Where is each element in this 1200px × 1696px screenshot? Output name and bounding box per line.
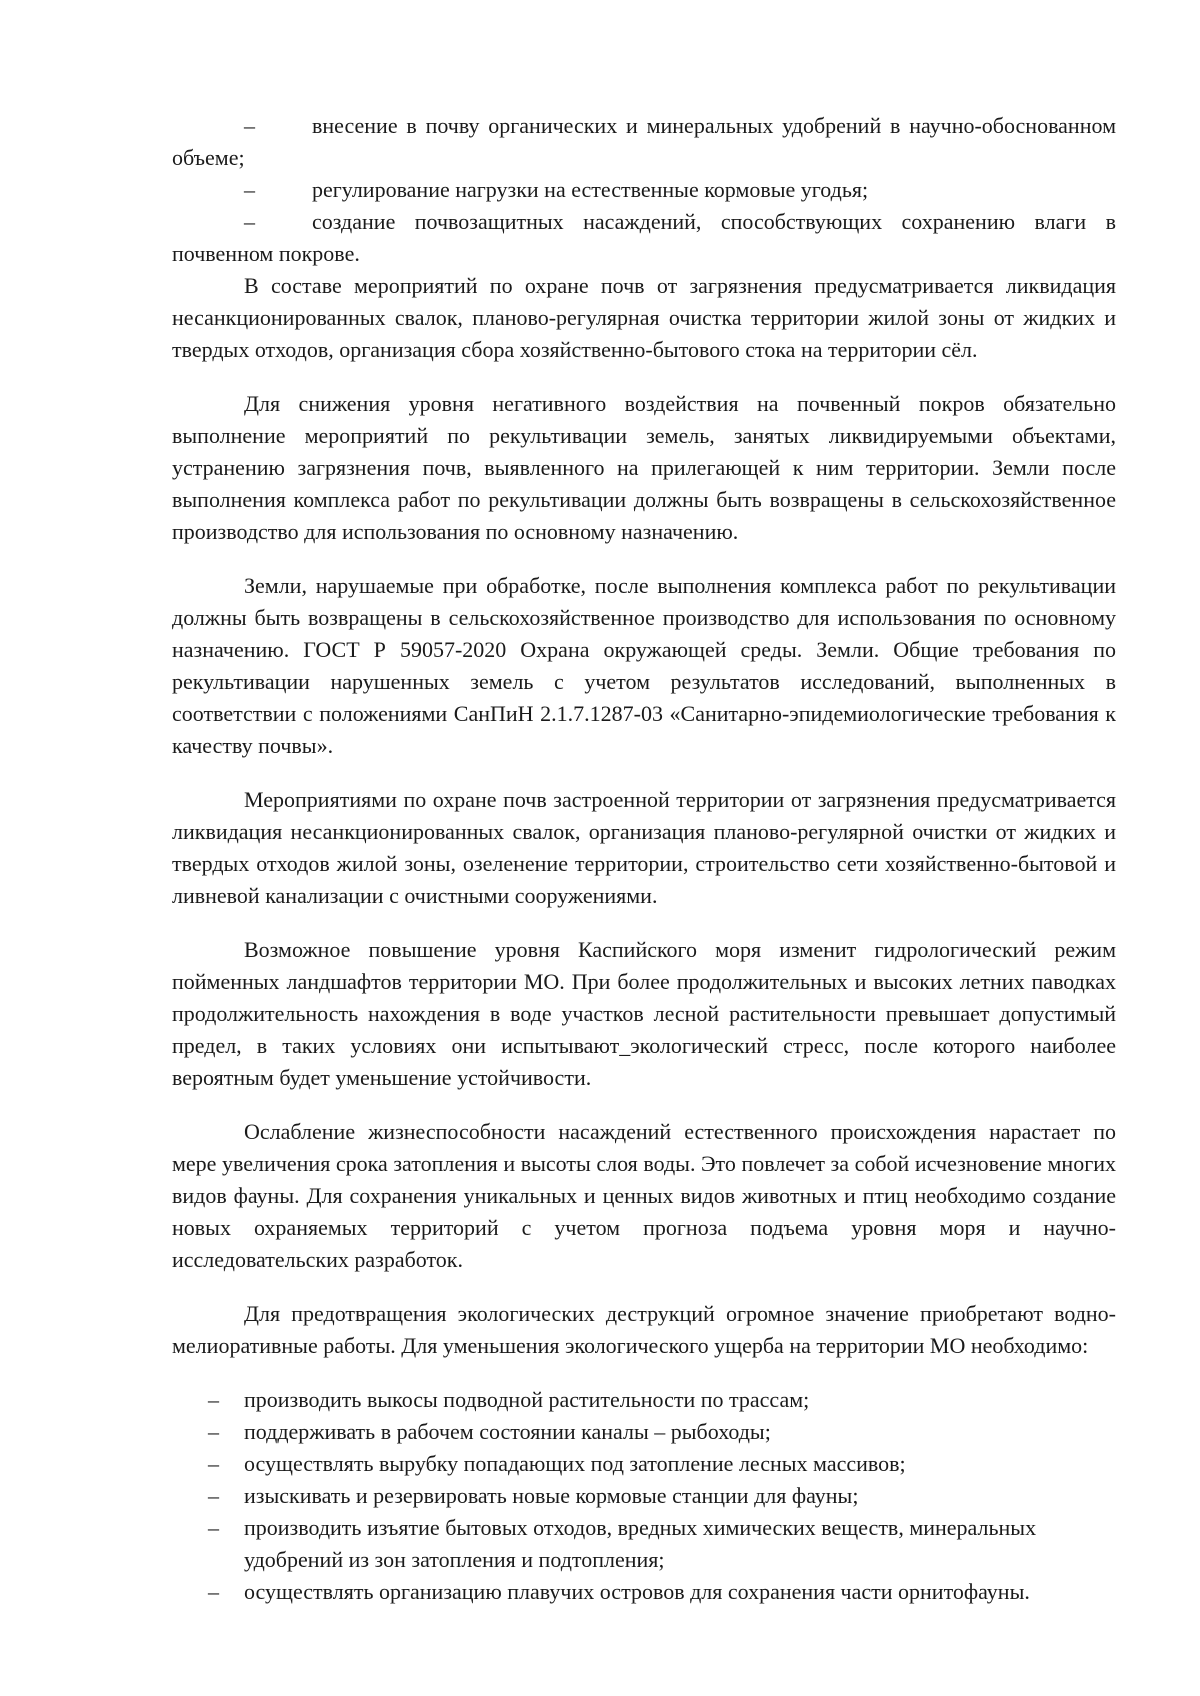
list-item-text: производить изъятие бытовых отходов, вредных химических веществ, минеральных удобрений из зон затопления и подтопления; xyxy=(244,1515,1037,1572)
dash-marker: – xyxy=(208,1387,219,1412)
list-item xyxy=(172,1576,1116,1608)
list-item-text: создание почвозащитных насаждений, способствующих сохранению влаги в почвенном покрове. xyxy=(172,209,1116,266)
bottom-bullet-list xyxy=(172,1384,1116,1608)
paragraph-disturbed-lands: Земли, нарушаемые при обработке, после выполнения комплекса работ по рекультивации должны быть возвращены в сельскохозяйственное производство для использования по основному назначению. ГОСТ Р 59057-2020 Охрана окружающей среды. Земли. Общие требования по рекультивации нарушенных земель с учетом результатов исследований, выполненных в соответствии с положениями СанПиН 2.1.7.1287-03 «Санитарно-эпидемиологические требования к качеству почвы». xyxy=(172,573,1116,758)
list-item xyxy=(172,174,1116,206)
paragraph-reclamation: Для снижения уровня негативного воздействия на почвенный покров обязательно выполнение мероприятий по рекультивации земель, занятых ликвидируемыми объектами, устранению загрязнения почв, выявленного на прилегающей к ним территории. Земли после выполнения комплекса работ по рекультивации должны быть возвращены в сельскохозяйственное производство для использования по основному назначению. xyxy=(172,391,1116,544)
document-body xyxy=(172,110,1116,1608)
dash-marker: – xyxy=(244,113,255,138)
list-item xyxy=(172,110,1116,174)
list-item-text: производить выкосы подводной растительности по трассам; xyxy=(244,1387,810,1412)
list-item-text: изыскивать и резервировать новые кормовые станции для фауны; xyxy=(244,1483,859,1508)
dash-marker: – xyxy=(208,1451,219,1476)
dash-marker: – xyxy=(208,1515,219,1540)
list-item xyxy=(172,1448,1116,1480)
list-item xyxy=(172,1384,1116,1416)
list-item xyxy=(172,1480,1116,1512)
list-item-text: осуществлять вырубку попадающих под затопление лесных массивов; xyxy=(244,1451,906,1476)
dash-marker: – xyxy=(244,209,255,234)
list-item-text: регулирование нагрузки на естественные кормовые угодья; xyxy=(312,177,869,202)
paragraph-built-up-territory: Мероприятиями по охране почв застроенной территории от загрязнения предусматривается ликвидация несанкционированных свалок, организация планово-регулярной очистки от жидких и твердых отходов жилой зоны, озеленение территории, строительство сети хозяйственно-бытовой и ливневой канализации с очистными сооружениями. xyxy=(172,787,1116,908)
list-item xyxy=(172,206,1116,270)
dash-marker: – xyxy=(208,1579,219,1604)
paragraph-soil-pollution: В составе мероприятий по охране почв от загрязнения предусматривается ликвидация несанкционированных свалок, планово-регулярная очистка территории жилой зоны от жидких и твердых отходов, организация сбора хозяйственно-бытового стока на территории сёл. xyxy=(172,273,1116,362)
top-bullet-list xyxy=(172,110,1116,270)
dash-marker: – xyxy=(208,1483,219,1508)
dash-marker: – xyxy=(244,177,255,202)
list-item xyxy=(172,1512,1116,1576)
paragraph-water-melioration: Для предотвращения экологических деструкций огромное значение приобретают водно-мелиоративные работы. Для уменьшения экологического ущерба на территории МО необходимо: xyxy=(172,1301,1116,1358)
list-item xyxy=(172,1416,1116,1448)
paragraph-caspian-sea-level: Возможное повышение уровня Каспийского моря изменит гидрологический режим пойменных ландшафтов территории МО. При более продолжительных и высоких летних паводках продолжительность нахождения в воде участков лесной растительности превышает допустимый предел, в таких условиях они испытывают_экологический стресс, после которого наиболее вероятным будет уменьшение устойчивости. xyxy=(172,937,1116,1090)
list-item-text: поддерживать в рабочем состоянии каналы – рыбоходы; xyxy=(244,1419,771,1444)
list-item-text: осуществлять организацию плавучих островов для сохранения части орнитофауны. xyxy=(244,1579,1030,1604)
list-item-text: внесение в почву органических и минеральных удобрений в научно-обоснованном объеме; xyxy=(172,113,1116,170)
dash-marker: – xyxy=(208,1419,219,1444)
paragraph-vegetation-weakening: Ослабление жизнеспособности насаждений естественного происхождения нарастает по мере увеличения срока затопления и высоты слоя воды. Это повлечет за собой исчезновение многих видов фауны. Для сохранения уникальных и ценных видов животных и птиц необходимо создание новых охраняемых территорий с учетом прогноза подъема уровня моря и научно-исследовательских разработок. xyxy=(172,1119,1116,1272)
